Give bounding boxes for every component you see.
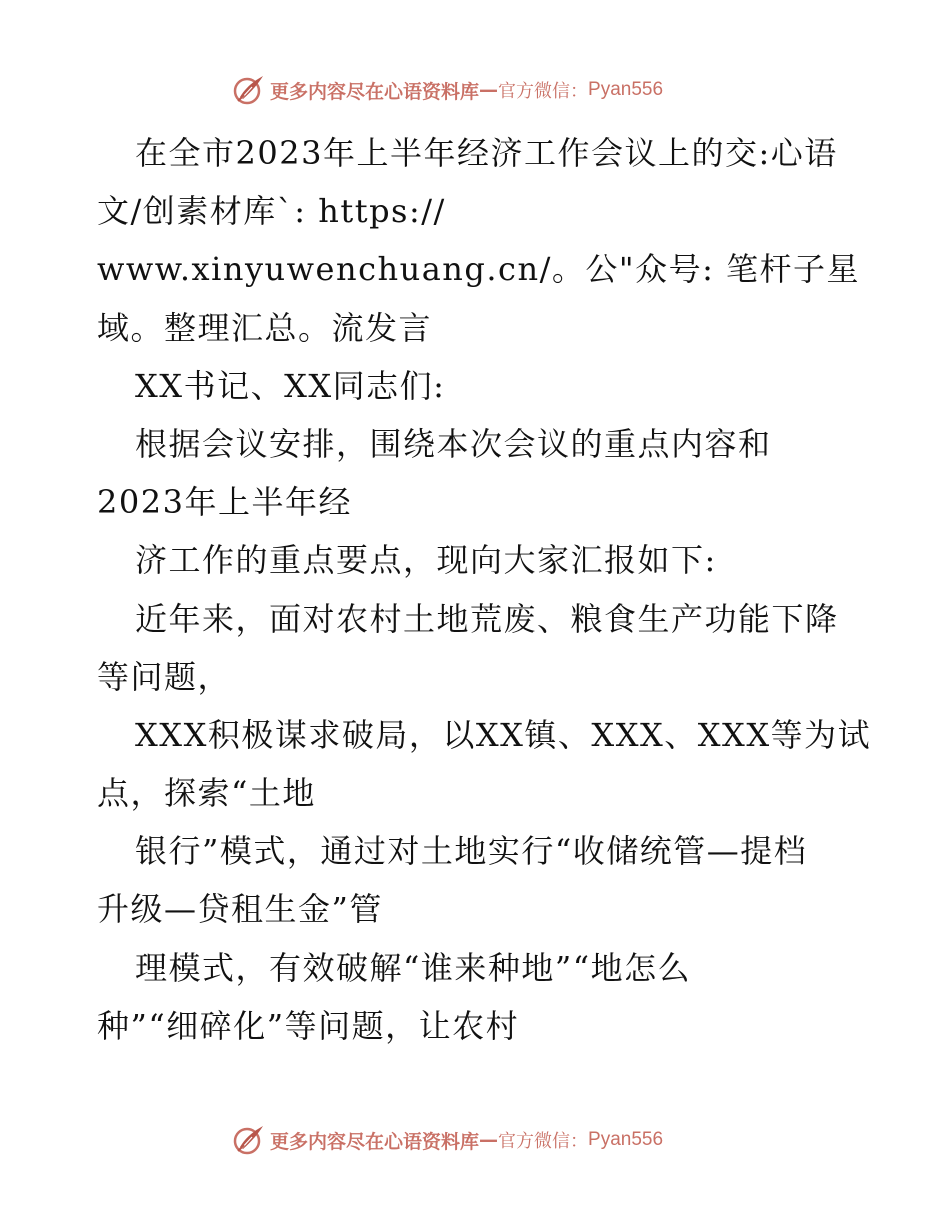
header-watermark: [232, 72, 663, 108]
text-line: 域。整理汇总。流发言: [97, 308, 433, 347]
text-line: XXX积极谋求破局，以XX镇、XXX、XXX等为试: [135, 715, 872, 754]
quill-logo-icon: [232, 73, 266, 107]
text-line: 银行”模式，通过对土地实行“收储统管—提档: [135, 832, 808, 871]
text-line: 理模式，有效破解“谁来种地”“地怎么: [135, 948, 692, 987]
watermark-text: 更多内容尽在心语资料库: [270, 80, 480, 103]
quill-logo-icon: [232, 1123, 266, 1157]
watermark-text: 更多内容尽在心语资料库: [270, 1130, 480, 1153]
watermark-separator: —: [479, 79, 499, 101]
text-line: 升级—贷租生金”管: [97, 890, 383, 929]
text-line: 2023年上半年经: [97, 483, 352, 522]
footer-watermark: [232, 1122, 663, 1158]
salutation: XX书记、XX同志们:: [135, 366, 446, 405]
text-line: 种”“细碎化”等问题，让农村: [97, 1006, 520, 1045]
text-line: 根据会议安排，围绕本次会议的重点内容和: [135, 424, 772, 463]
text-line: 济工作的重点要点，现向大家汇报如下:: [135, 541, 717, 580]
text-line: 近年来，面对农村土地荒废、粮食生产功能下降: [135, 599, 839, 638]
text-line: 在全市2023年上半年经济工作会议上的交:心语: [135, 134, 838, 172]
watermark-contact: 官方微信：: [498, 1131, 589, 1152]
watermark-handle: Pyan556: [588, 1129, 664, 1150]
text-line: 点，探索“土地: [97, 774, 316, 813]
watermark-separator: —: [479, 1129, 499, 1151]
text-line: www.xinyuwenchuang.cn/。公"众号: 笔杆子星: [97, 250, 861, 289]
document-body: [97, 124, 877, 1055]
text-line: 等问题，: [97, 657, 232, 696]
text-line: 文/创素材库`: https://: [97, 192, 446, 231]
watermark-contact: 官方微信：: [498, 81, 589, 102]
watermark-handle: Pyan556: [588, 79, 664, 100]
